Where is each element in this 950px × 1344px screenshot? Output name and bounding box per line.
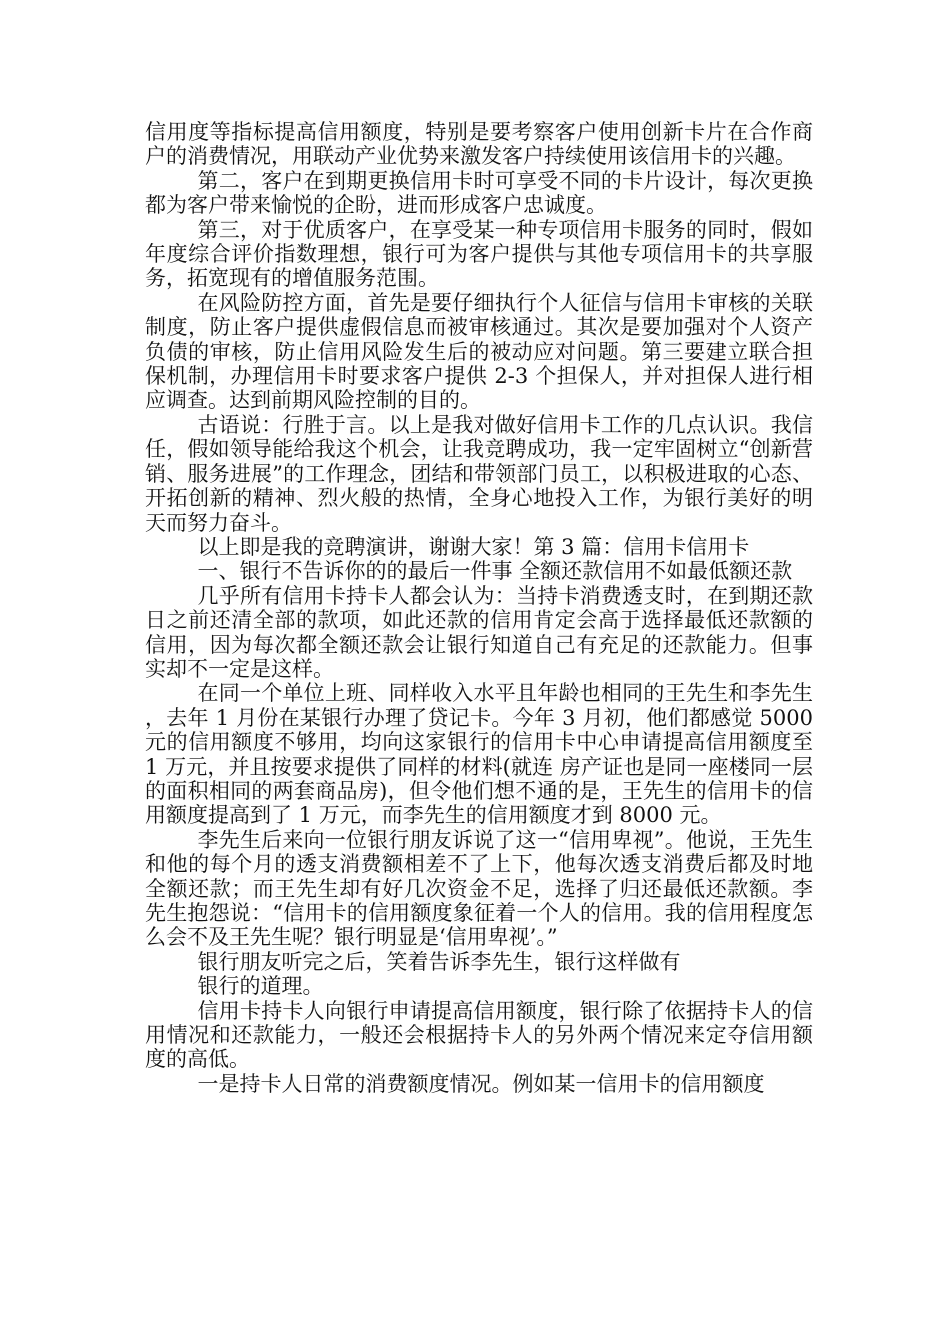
- document-body: [145, 120, 813, 1096]
- section-heading: 一、银行不告诉你的的最后一件事 全额还款信用不如最低额还款: [197, 559, 793, 584]
- paragraph-11: 银行朋友听完之后，笑着告诉李先生，银行这样做有: [197, 949, 681, 974]
- paragraph-5: 古语说：行胜于言。以上是我对做好信用卡工作的几点认识。我信任，假如领导能给我这个机会，让我竞聘成功，我一定牢固树立“创新营销、服务进展”的工作理念，团结和带领部门员工，以积极进取的心态、开拓创新的精神、烈火般的热情，全身心地投入工作，为银行美好的明天而努力奋斗。: [145, 412, 813, 535]
- paragraph-4: 在风险防控方面，首先是要仔细执行个人征信与信用卡审核的关联制度，防止客户提供虚假信息而被审核通过。其次是要加强对个人资产负债的审核，防止信用风险发生后的被动应对问题。第三要建立联合担保机制，办理信用卡时要求客户提供 2-3 个担保人，并对担保人进行相应调查。达到前期风险控制的目的。: [145, 290, 813, 413]
- paragraph-6: 以上即是我的竞聘演讲，谢谢大家！第 3 篇：信用卡信用卡: [197, 534, 750, 559]
- paragraph-14: 一是持卡人日常的消费额度情况。例如某一信用卡的信用额度: [197, 1071, 765, 1096]
- paragraph-10: 李先生后来向一位银行朋友诉说了这一“信用卑视”。他说，王先生和他的每个月的透支消费额相差不了上下，他每次透支消费后都及时地全额还款；而王先生却有好几次资金不足，选择了归还最低还款额。李先生抱怨说：“信用卡的信用额度象征着一个人的信用。我的信用程度怎么会不及王先生呢？银行明显是‘信用卑视’。”: [145, 827, 813, 950]
- paragraph-9: 在同一个单位上班、同样收入水平且年龄也相同的王先生和李先生，去年 1 月份在某银行办理了贷记卡。今年 3 月初，他们都感觉 5000 元的信用额度不够用，均向这家银行的信用卡中心申请提高信用额度至 1 万元，并且按要求提供了同样的材料(就连 房产证也是同一座楼同一层的面积相同的两套商品房)，但令他们想不通的是，王先生的信用卡的信用额度提高到了 1 万元，而李先生的信用额度才到 8000 元。: [145, 681, 813, 828]
- paragraph-2: 第二，客户在到期更换信用卡时可享受不同的卡片设计，每次更换都为客户带来愉悦的企盼，进而形成客户忠诚度。: [145, 168, 813, 218]
- paragraph-8: 几乎所有信用卡持卡人都会认为：当持卡消费透支时，在到期还款日之前还清全部的款项，如此还款的信用肯定会高于选择最低还款额的信用，因为每次都全额还款会让银行知道自己有充足的还款能力。但事实却不一定是这样。: [145, 583, 813, 681]
- paragraph-3: 第三，对于优质客户，在享受某一种专项信用卡服务的同时，假如年度综合评价指数理想，银行可为客户提供与其他专项信用卡的共享服务，拓宽现有的增值服务范围。: [145, 217, 813, 291]
- paragraph-12: 银行的道理。: [197, 974, 324, 999]
- paragraph-1: 信用度等指标提高信用额度，特别是要考察客户使用创新卡片在合作商户的消费情况，用联动产业优势来激发客户持续使用该信用卡的兴趣。: [145, 120, 813, 169]
- paragraph-13: 信用卡持卡人向银行申请提高信用额度，银行除了依据持卡人的信用情况和还款能力，一般还会根据持卡人的另外两个情况来定夺信用额度的高低。: [145, 998, 813, 1072]
